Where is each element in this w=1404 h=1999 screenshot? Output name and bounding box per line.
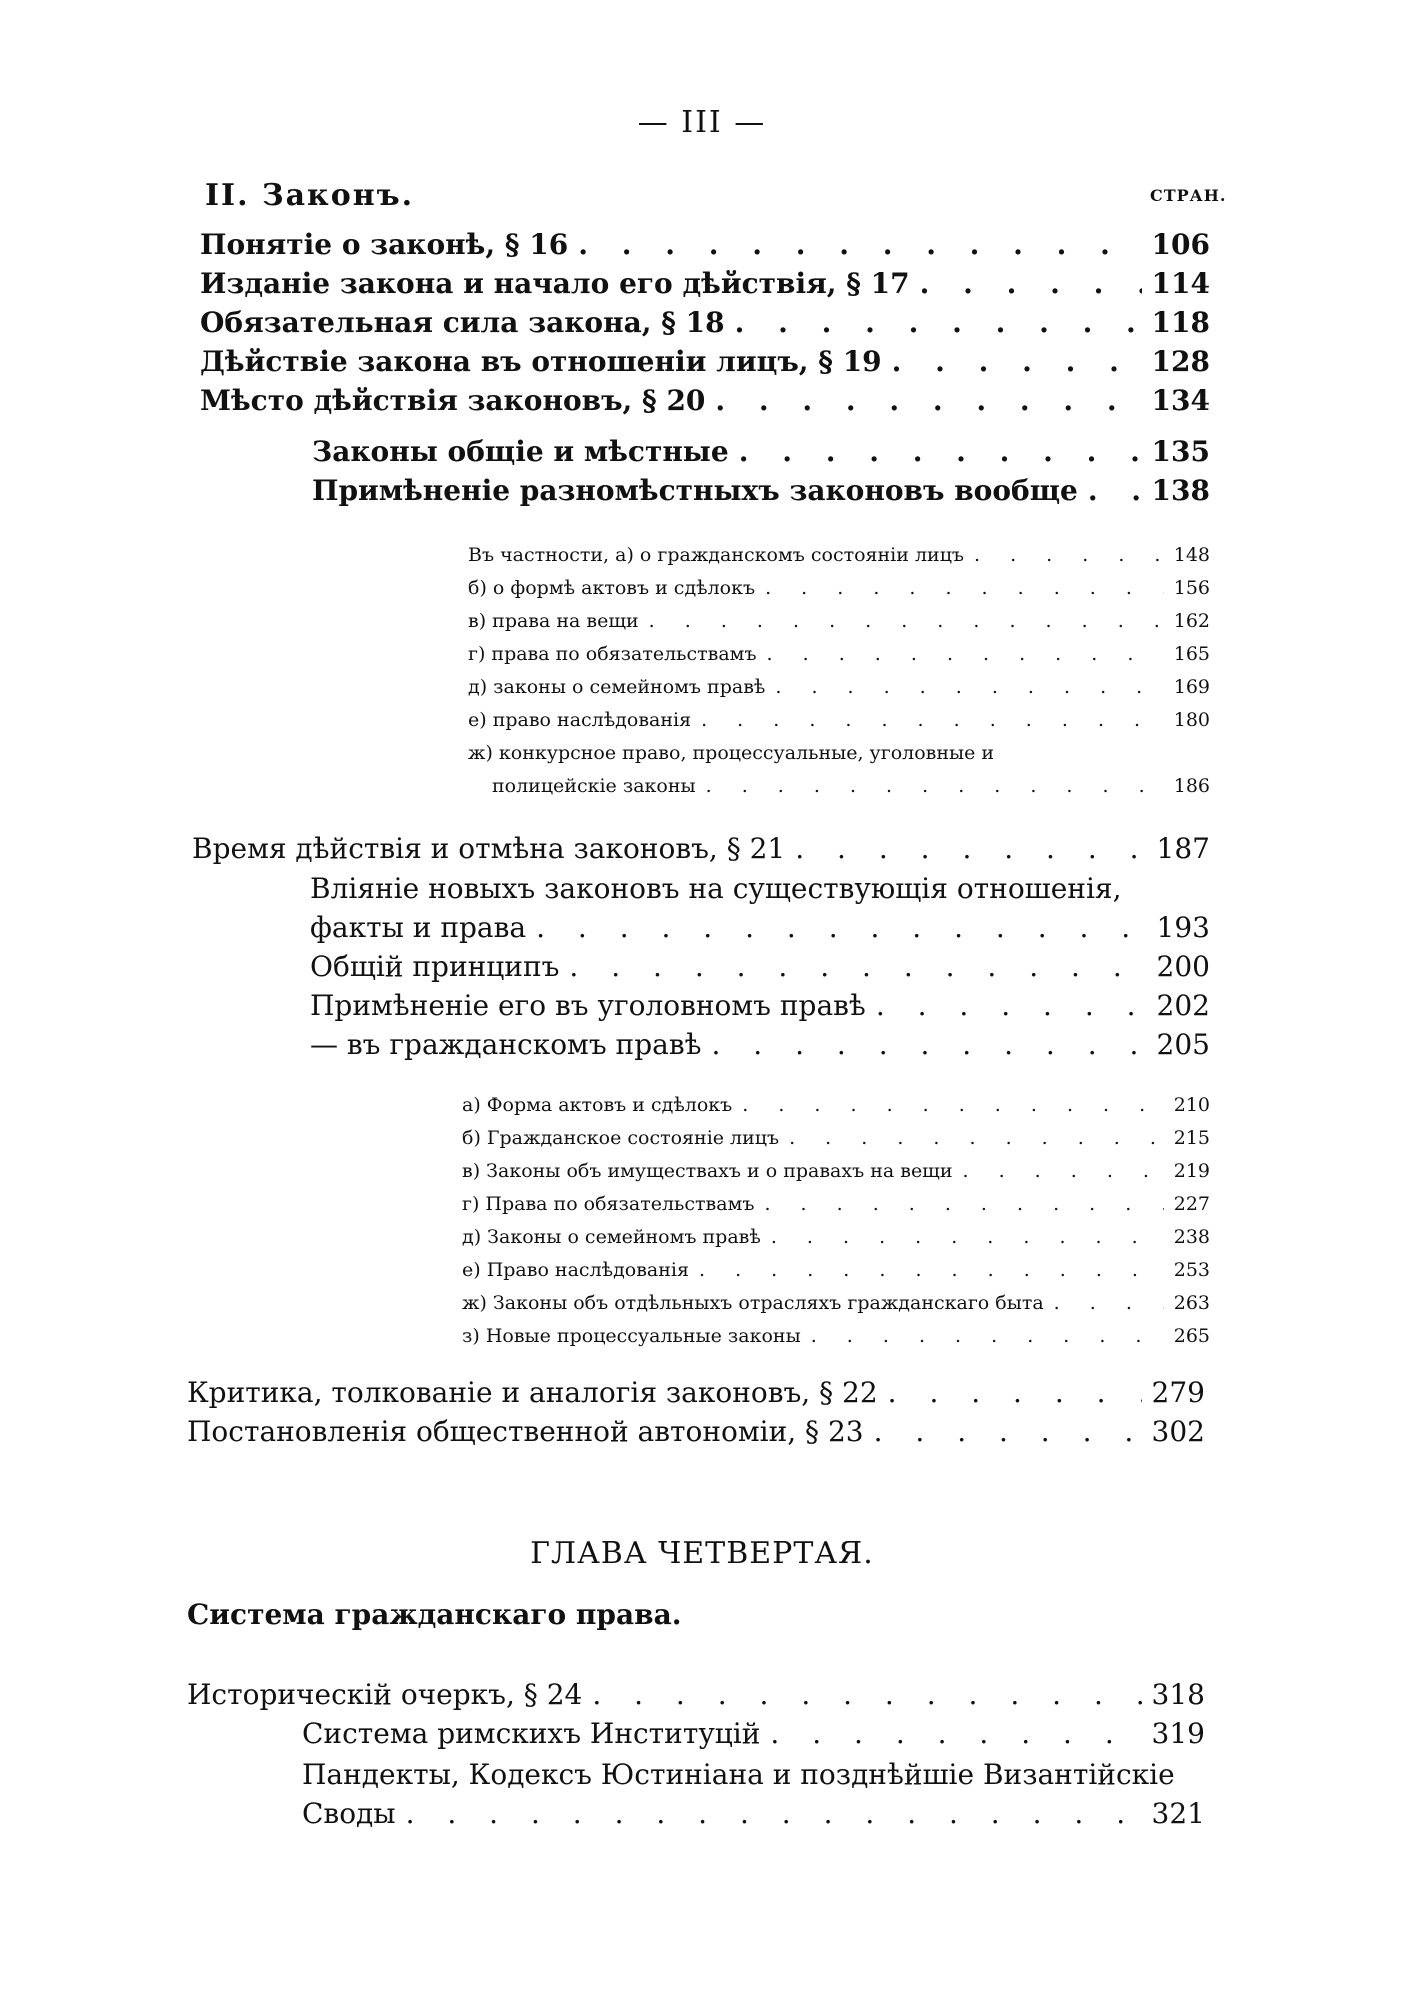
leader-dots <box>789 1127 1164 1149</box>
toc-entry-page: 165 <box>1173 643 1210 665</box>
toc-minor-entry <box>462 1325 1210 1358</box>
leader-dots <box>706 775 1164 797</box>
leader-dots <box>874 1415 1142 1448</box>
toc-minor-entry <box>468 544 1210 577</box>
toc-minor-entry <box>462 1193 1210 1226</box>
leader-dots <box>888 1376 1142 1409</box>
toc-minor-entry <box>462 1094 1210 1127</box>
page-column-header: СТРАН. <box>1150 186 1227 205</box>
chapter-title: ГЛАВА ЧЕТВЕРТАЯ. <box>530 1536 874 1571</box>
toc-minor-entry <box>462 1259 1210 1292</box>
toc-subentry <box>312 435 1210 475</box>
toc-entry-page: 205 <box>1156 1028 1210 1061</box>
toc-entry-page: 193 <box>1156 911 1210 944</box>
toc-entry-text: Дѣйствіе закона въ отношеніи лицъ, § 19 <box>200 345 882 378</box>
toc-subentry <box>302 1797 1205 1837</box>
toc-entry-page: 265 <box>1173 1325 1210 1347</box>
leader-dots <box>963 1160 1164 1182</box>
leader-dots <box>770 1717 1141 1750</box>
toc-entry-text: е) право наслѣдованія <box>468 709 692 731</box>
toc-entry-page: 187 <box>1156 832 1210 865</box>
toc-entry-text: Въ частности, а) о гражданскомъ состояніи лицъ <box>468 544 965 566</box>
toc-minor-entry <box>462 1292 1210 1325</box>
toc-entry <box>200 384 1210 424</box>
leader-dots <box>764 1193 1163 1215</box>
toc-subentry <box>310 950 1210 990</box>
toc-entry-page: 215 <box>1173 1127 1210 1149</box>
toc-entry-text: Примѣненіе разномѣстныхъ законовъ вообще <box>312 474 1078 507</box>
toc-subentry <box>310 1028 1210 1068</box>
toc-entry-text: факты и права <box>310 911 527 944</box>
leader-dots <box>735 306 1142 339</box>
toc-entry-page: 106 <box>1151 228 1210 261</box>
toc-entry-text: д) Законы о семейномъ правѣ <box>462 1226 761 1248</box>
toc-entry-text: Общій принципъ <box>310 950 560 983</box>
toc-entry <box>187 1678 1205 1718</box>
toc-entry-text: Критика, толкованіе и аналогія законовъ, § 22 <box>187 1376 878 1409</box>
toc-minor-entry <box>462 1127 1210 1160</box>
toc-minor-entry <box>492 775 1210 808</box>
leader-dots <box>765 577 1164 599</box>
toc-entry <box>200 306 1210 346</box>
leader-dots <box>892 345 1142 378</box>
toc-minor-entry <box>462 1160 1210 1193</box>
toc-entry-text: Законы общіе и мѣстные <box>312 435 729 468</box>
toc-entry-page: 134 <box>1151 384 1210 417</box>
toc-entry-text: а) Форма актовъ и сдѣлокъ <box>462 1094 733 1116</box>
toc-minor-entry <box>468 676 1210 709</box>
toc-entry-text: Изданіе закона и начало его дѣйствія, § 17 <box>200 267 910 300</box>
leader-dots <box>592 1678 1141 1711</box>
toc-entry-text: б) о формѣ актовъ и сдѣлокъ <box>468 577 756 599</box>
toc-subentry <box>310 989 1210 1029</box>
toc-entry-page: 169 <box>1173 676 1210 698</box>
leader-dots <box>795 832 1146 865</box>
toc-subentry <box>310 911 1210 951</box>
toc-subentry-wrapped: Вліяніе новыхъ законовъ на существующія отношенія, <box>310 872 1122 905</box>
toc-entry-page: 186 <box>1173 775 1210 797</box>
toc-entry-text: Историческій очеркъ, § 24 <box>187 1678 583 1711</box>
toc-entry-page: 156 <box>1173 577 1210 599</box>
toc-entry-page: 202 <box>1156 989 1210 1022</box>
leader-dots <box>920 267 1142 300</box>
toc-entry-text: Примѣненіе его въ уголовномъ правѣ <box>310 989 866 1022</box>
leader-dots <box>739 435 1142 468</box>
page-number: — III — <box>637 105 767 140</box>
leader-dots <box>771 1226 1164 1248</box>
toc-entry-page: 148 <box>1173 544 1210 566</box>
toc-entry-text: Система римскихъ Институцій <box>302 1717 761 1750</box>
leader-dots <box>569 950 1146 983</box>
toc-entry-text: б) Гражданское состояніе лицъ <box>462 1127 780 1149</box>
toc-entry <box>200 267 1210 307</box>
toc-entry <box>200 228 1210 268</box>
toc-minor-entry <box>468 577 1210 610</box>
toc-entry <box>187 1376 1205 1416</box>
toc-entry-text: г) права по обязательствамъ <box>468 643 757 665</box>
leader-dots <box>578 228 1141 261</box>
leader-dots <box>767 643 1164 665</box>
toc-entry-text: Своды <box>302 1797 396 1830</box>
toc-entry-text: Постановленія общественной автономіи, § 23 <box>187 1415 864 1448</box>
toc-entry-page: 128 <box>1151 345 1210 378</box>
toc-subentry-wrapped: Пандекты, Кодексъ Юстиніана и позднѣйшіе Византійскіе <box>302 1758 1175 1791</box>
toc-minor-entry-wrapped: ж) конкурсное право, процессуальные, уголовные и <box>468 742 995 764</box>
toc-minor-entry <box>468 610 1210 643</box>
toc-entry-text: Понятіе о законѣ, § 16 <box>200 228 569 261</box>
leader-dots <box>742 1094 1163 1116</box>
toc-entry-page: 138 <box>1151 474 1210 507</box>
toc-entry-page: 180 <box>1173 709 1210 731</box>
leader-dots <box>699 1259 1164 1281</box>
chapter-subtitle: Система гражданскаго права. <box>187 1598 682 1631</box>
toc-entry-page: 279 <box>1151 1376 1205 1409</box>
toc-entry-text: е) Право наслѣдованія <box>462 1259 689 1281</box>
leader-dots <box>711 1028 1146 1061</box>
leader-dots <box>536 911 1146 944</box>
leader-dots <box>775 676 1163 698</box>
toc-entry-page: 321 <box>1151 1797 1205 1830</box>
toc-entry <box>200 345 1210 385</box>
toc-entry-text: в) Законы объ имуществахъ и о правахъ на вещи <box>462 1160 953 1182</box>
toc-subentry <box>302 1717 1205 1757</box>
toc-subentry <box>312 474 1210 514</box>
toc-entry-text: ж) Законы объ отдѣльныхъ отрасляхъ гражданскаго быта <box>462 1292 1044 1314</box>
toc-entry-page: 302 <box>1151 1415 1205 1448</box>
toc-entry-page: 253 <box>1173 1259 1210 1281</box>
leader-dots <box>974 544 1164 566</box>
toc-entry-text: Время дѣйствія и отмѣна законовъ, § 21 <box>192 832 786 865</box>
toc-entry-text: полицейскіе законы <box>492 775 696 797</box>
leader-dots <box>649 610 1164 632</box>
toc-entry-page: 238 <box>1173 1226 1210 1248</box>
toc-entry-text: — въ гражданскомъ правѣ <box>310 1028 702 1061</box>
toc-entry-page: 200 <box>1156 950 1210 983</box>
section-title: II. Законъ. <box>205 178 415 213</box>
toc-entry-page: 210 <box>1173 1094 1210 1116</box>
toc-entry-page: 263 <box>1173 1292 1210 1314</box>
toc-entry-text: в) права на вещи <box>468 610 639 632</box>
toc-entry <box>187 1415 1205 1455</box>
toc-entry-text: г) Права по обязательствамъ <box>462 1193 755 1215</box>
leader-dots <box>811 1325 1164 1347</box>
toc-entry-page: 118 <box>1151 306 1210 339</box>
toc-entry-text: Обязательная сила закона, § 18 <box>200 306 725 339</box>
leader-dots <box>1054 1292 1164 1314</box>
toc-entry-text: д) законы о семейномъ правѣ <box>468 676 766 698</box>
toc-entry <box>192 832 1210 872</box>
toc-minor-entry <box>462 1226 1210 1259</box>
toc-entry-page: 227 <box>1173 1193 1210 1215</box>
leader-dots <box>876 989 1147 1022</box>
leader-dots <box>715 384 1141 417</box>
toc-entry-page: 135 <box>1151 435 1210 468</box>
toc-entry-page: 114 <box>1151 267 1210 300</box>
toc-entry-page: 162 <box>1173 610 1210 632</box>
toc-entry-page: 319 <box>1151 1717 1205 1750</box>
leader-dots <box>1088 474 1142 507</box>
toc-entry-text: Мѣсто дѣйствія законовъ, § 20 <box>200 384 706 417</box>
toc-entry-page: 219 <box>1173 1160 1210 1182</box>
leader-dots <box>406 1797 1142 1830</box>
toc-minor-entry <box>468 709 1210 742</box>
toc-entry-page: 318 <box>1151 1678 1205 1711</box>
leader-dots <box>701 709 1164 731</box>
toc-entry-text: з) Новые процессуальные законы <box>462 1325 801 1347</box>
toc-minor-entry <box>468 643 1210 676</box>
